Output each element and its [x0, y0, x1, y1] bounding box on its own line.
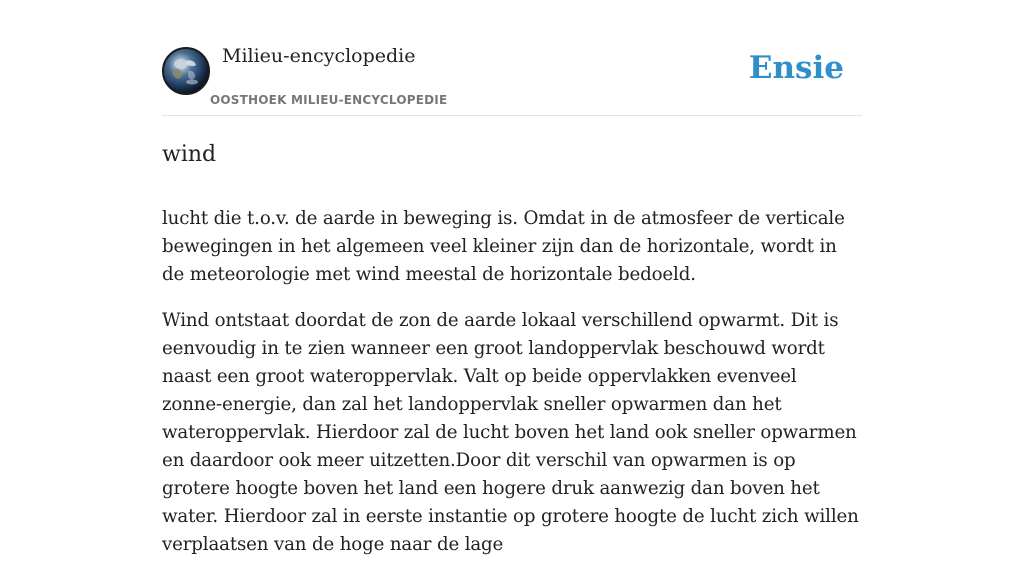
- earth-globe-icon[interactable]: [162, 47, 210, 95]
- article-paragraph: Wind ontstaat doordat de zon de aarde lokaal verschillend opwarmt. Dit is eenvoudig in te zien wanneer een groot landoppervlak beschouwd wordt naast een groot wateroppervlak. Valt op beide oppervlakken evenveel zonne-energie, dan zal het landoppervlak sneller opwarmen dan het wateroppervlak. Hierdoor zal de lucht boven het land ook sneller opwarmen en daardoor ook meer uitzetten.Door dit verschil van opwarmen is op grotere hoogte boven het land een hogere druk aanwezig dan boven het water. Hierdoor zal in eerste instantie op grotere hoogte de lucht zich willen verplaatsen van de hoge naar de lage: [162, 310, 859, 555]
- site-subtitle[interactable]: OOSTHOEK MILIEU-ENCYCLOPEDIE: [210, 93, 448, 107]
- article-paragraph: lucht die t.o.v. de aarde in beweging is. Omdat in de atmosfeer de verticale bewegingen in het algemeen veel kleiner zijn dan de horizontale, wordt in de meteorologie met wind meestal de horizontale bedoeld.: [162, 208, 845, 285]
- site-header: [162, 0, 862, 116]
- content-container: [162, 0, 862, 577]
- brand-logo-link[interactable]: Ensie: [748, 50, 844, 86]
- article-term: wind: [162, 142, 217, 167]
- site-title[interactable]: Milieu-encyclopedie: [222, 45, 416, 67]
- earth-globe-graphic: [164, 49, 208, 93]
